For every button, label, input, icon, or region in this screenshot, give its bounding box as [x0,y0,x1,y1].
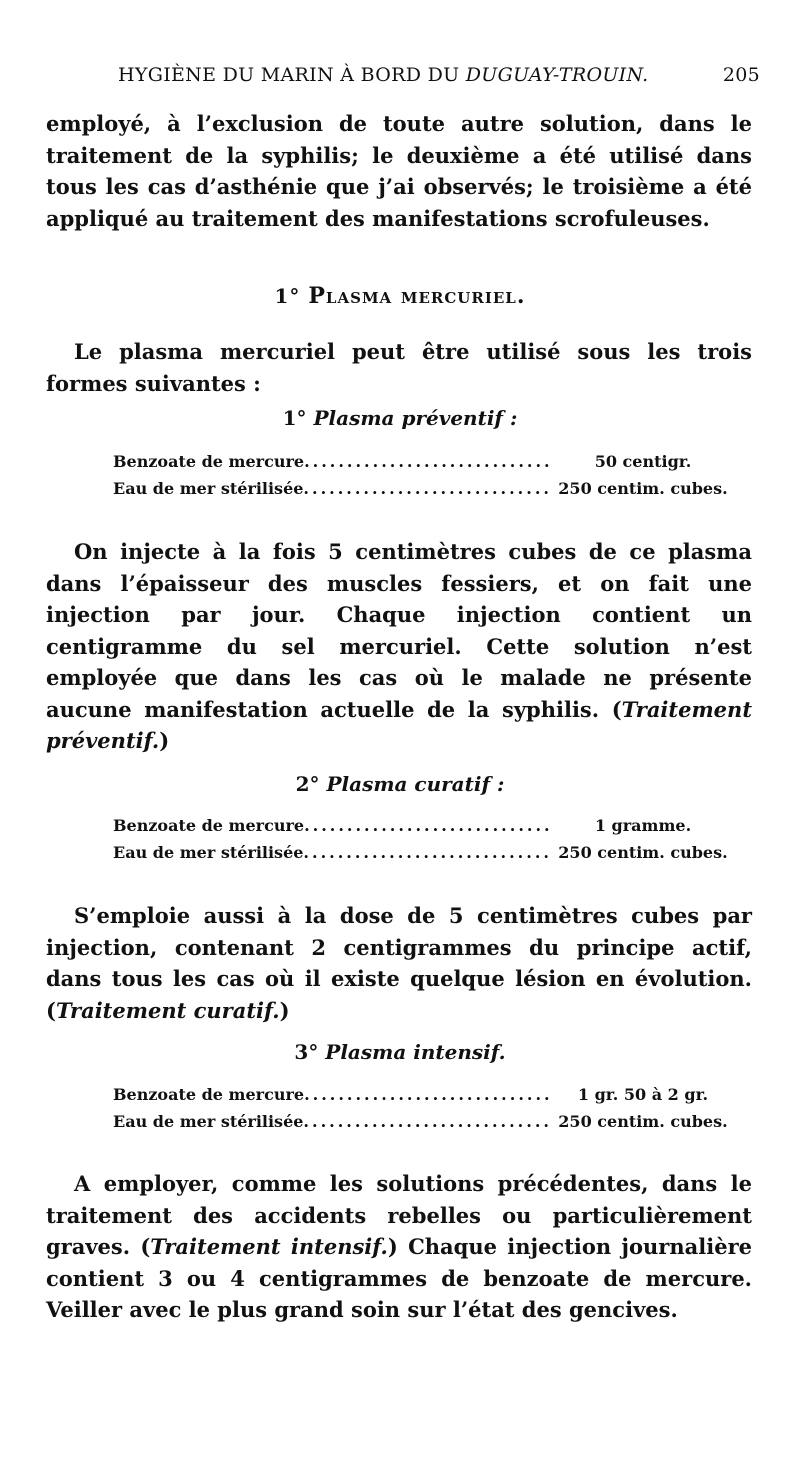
ingredient-qty: 250 centim. cubes. [558,479,728,498]
ingredient-row [113,1081,733,1108]
ingredient-row [113,448,733,475]
note-curatif: Traitement curatif. [55,997,280,1023]
ingredient-qty: 250 centim. cubes. [558,1112,728,1131]
section-heading [0,283,800,309]
running-head [118,64,760,86]
recipe-preventif [113,448,733,502]
recipe-curatif [113,812,733,866]
form-number: 2° [295,772,320,796]
form-number: 3° [294,1040,319,1064]
intro-paragraph: Le plasma mercuriel peut être utilisé sous les trois formes suivantes : [46,339,752,396]
ingredient-row [113,839,733,866]
ingredient-name: Benzoate de mercure [113,816,305,835]
ingredient-name: Benzoate de mercure [113,1085,305,1104]
form-title: Plasma curatif : [326,772,505,796]
form-number: 1° [282,406,307,430]
ingredient-name: Benzoate de mercure [113,452,305,471]
ingredient-row [113,475,733,502]
ingredient-name: Eau de mer stérilisée [113,1112,304,1131]
paragraph-intensif: A employer, comme les solutions précédentes, dans le traitement des accidents rebelles ou particulièrement graves. (Traitement intensif.) Chaque injection journalière contient 3 ou 4 centigrammes de benzoate de mercure. Veiller avec le plus grand soin sur l’état des gencives. [46,1171,752,1322]
paragraph-continuation: employé, à l’exclusion de toute autre solution, dans le traitement de la syphilis; le deuxième a été utilisé dans tous les cas d’asthénie que j’ai observés; le troisième a été appliqué au traitement des manifestations scrofuleuses. [46,111,752,231]
form-heading-curatif [0,772,800,796]
ingredient-row [113,1108,733,1135]
section-title: Plasma mercuriel. [308,283,526,309]
leader-dots [304,448,553,475]
ingredient-qty: 50 centigr. [594,452,692,471]
form-heading-preventif [0,406,800,430]
section-number: 1° [274,284,301,308]
ingredient-name: Eau de mer stérilisée [113,843,304,862]
page-number: 205 [722,64,760,86]
form-title: Plasma préventif : [313,406,518,430]
leader-dots [303,839,553,866]
ingredient-qty: 1 gr. 50 à 2 gr. [577,1085,709,1104]
running-title: HYGIÈNE DU MARIN À BORD DU DUGUAY-TROUIN. [118,64,649,86]
ingredient-qty: 250 centim. cubes. [558,843,728,862]
leader-dots [303,1108,553,1135]
paragraph-preventif: On injecte à la fois 5 centimètres cubes de ce plasma dans l’épaisseur des muscles fessiers, et on fait une injection par jour. Chaque injection contient un centigramme du sel mercuriel. Cette solution n’est employée que dans les cas où le malade ne présente aucune manifestation actuelle de la syphilis. (Traitement préventif.) [46,539,753,753]
paragraph-curatif: S’emploie aussi à la dose de 5 centimètres cubes par injection, contenant 2 centigrammes du principe actif, dans tous les cas où il existe quelque lésion en évolution. (Traitement curatif.) [46,903,752,1023]
leader-dots [304,1081,553,1108]
leader-dots [304,812,553,839]
recipe-intensif [113,1081,733,1135]
form-heading-intensif [0,1040,800,1064]
note-preventif: Traitement préventif. [46,696,753,753]
note-intensif: Traitement intensif. [150,1234,388,1259]
leader-dots [303,475,553,502]
ingredient-row [113,812,733,839]
ship-name: DUGUAY-TROUIN. [465,64,649,86]
ingredient-name: Eau de mer stérilisée [113,479,304,498]
form-title: Plasma intensif. [325,1040,506,1064]
ingredient-qty: 1 gramme. [594,816,692,835]
